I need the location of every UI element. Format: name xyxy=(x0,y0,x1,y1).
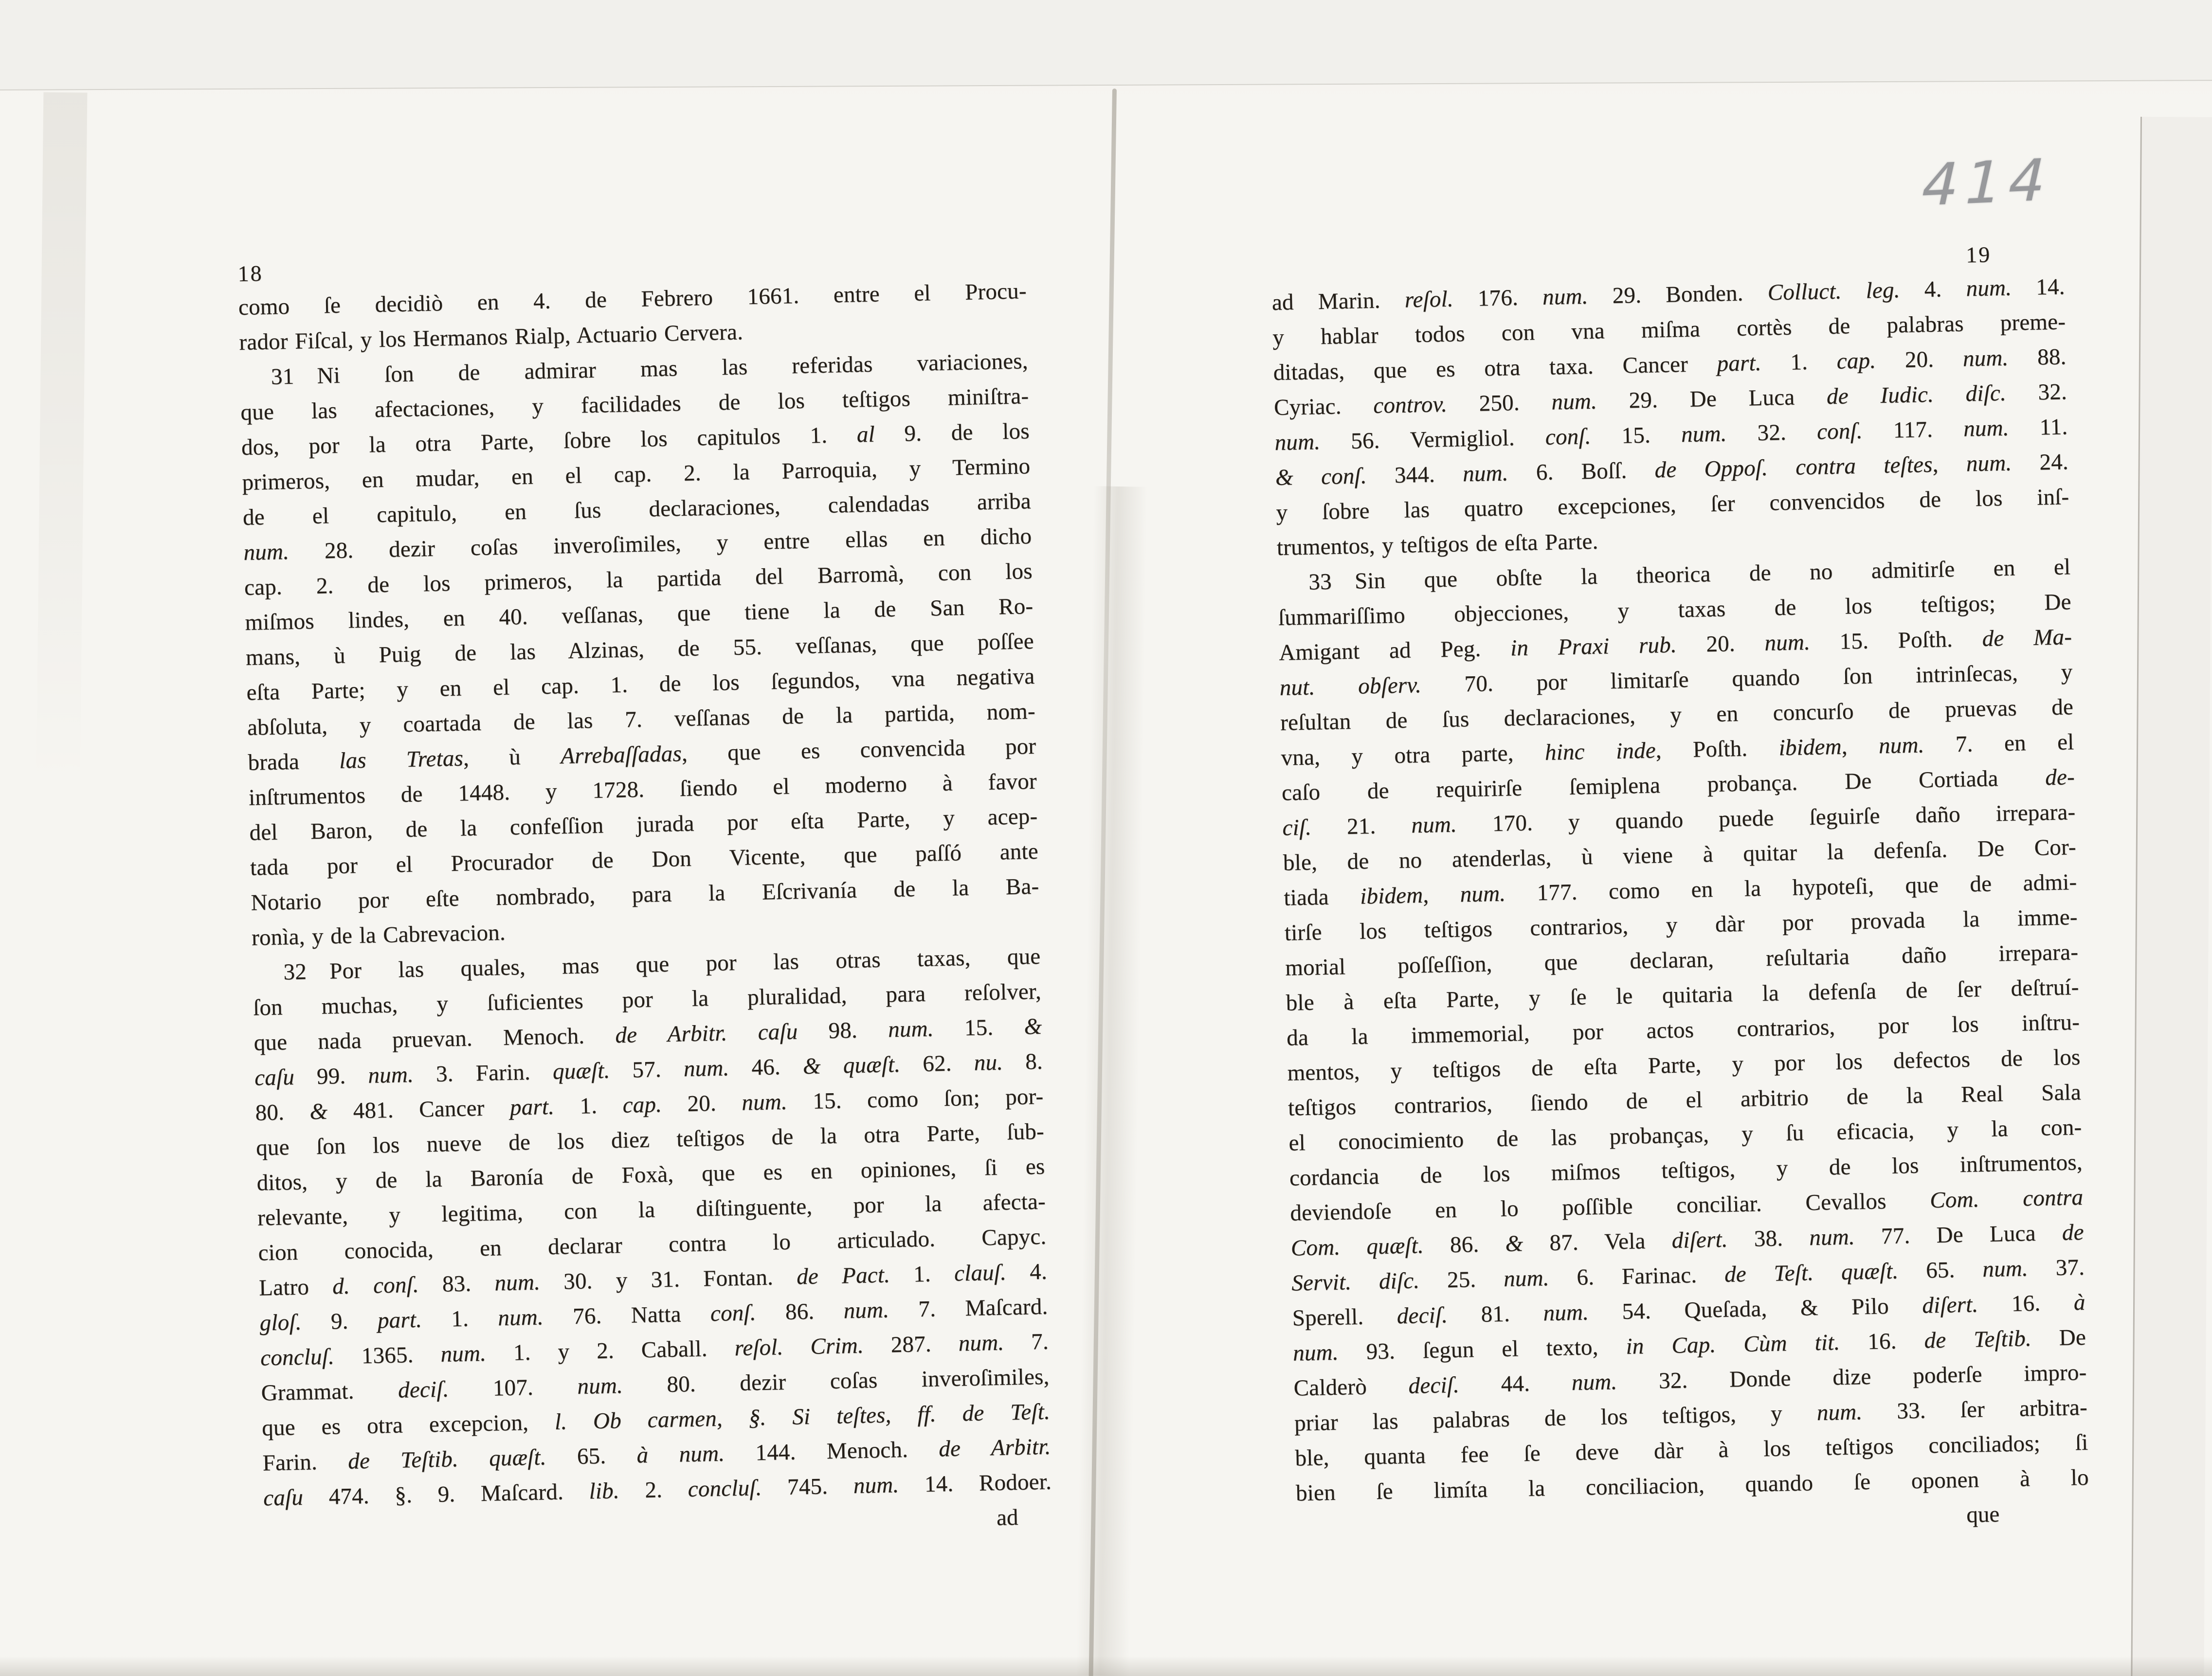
text-line: ble, de no atenderlas, ù viene à quitar la defenſa. De Cor- xyxy=(1283,834,2077,876)
text-line: 80. & 481. Cancer part. 1. cap. 20. num. 15. como ſon; por- xyxy=(255,1083,1044,1126)
text-line: reſultan de ſus declaraciones, y en concurſo de pruevas de xyxy=(1280,694,2074,736)
text-line: miſmos lindes, en 40. veſſanas, que tiene la de San Ro- xyxy=(244,593,1033,635)
text-line: ciſ. 21. num. 170. y quando puede ſeguirſe daño irrepara- xyxy=(1282,799,2076,841)
text-line: mans, ù Puig de las Alzinas, de 55. veſſanas, que poſſee xyxy=(245,628,1034,670)
text-line: inſtrumentos de 1448. y 1728. ſiendo el moderno à favor xyxy=(248,768,1037,811)
text-line: Cyriac. controv. 250. num. 29. De Luca de Iudic. diſc. 32. xyxy=(1273,379,2067,420)
text-line: que nada pruevan. Menoch. de Arbitr. caſu 98. num. 15. & xyxy=(254,1013,1042,1056)
text-line: eſta Parte; y en el cap. 1. de los ſegundos, vna negativa xyxy=(246,663,1035,705)
text-line: & conſ. 344. num. 6. Boſſ. de Oppoſ. contra teſtes, num. 24. xyxy=(1275,449,2069,490)
text-line: 31 Ni ſon de admirar mas las referidas variaciones, xyxy=(271,348,1029,390)
text-line: Grammat. deciſ. 107. num. 80. dezir coſas inveroſimiles, xyxy=(261,1364,1050,1406)
text-line: ſon muchas, y ſuficientes por la pluralidad, para reſolver, xyxy=(253,978,1042,1021)
text-line: y ſobre las quatro excepciones, ſer convencidos de los inſ- xyxy=(1276,484,2069,525)
text-line: vna, y otra parte, hinc inde, Poſth. ibidem, num. 7. en el xyxy=(1281,729,2074,771)
text-line: el conocimiento de las probanças, y ſu eficacia, y la con- xyxy=(1288,1114,2082,1156)
text-line: num. 28. dezir coſas inveroſimiles, y entre ellas en dicho xyxy=(243,523,1032,565)
text-line: da la immemorial, por actos contrarios, por los inſtru- xyxy=(1286,1009,2080,1051)
text-line: abſoluta, y coartada de las 7. veſſanas de la partida, nom- xyxy=(247,698,1036,740)
text-line: concluſ. 1365. num. 1. y 2. Caball. reſol. Crim. 287. num. 7. xyxy=(260,1329,1049,1371)
text-line: 33 Sin que obſte la theorica de no admitirſe en el xyxy=(1308,554,2071,595)
text-line: ble à eſta Parte, y ſe le quitaria la defenſa de ſer deſtruí- xyxy=(1286,974,2079,1016)
text-line: Amigant ad Peg. in Praxi rub. 20. num. 15. Poſth. de Ma- xyxy=(1278,624,2072,666)
text-line: teſtigos contrarios, ſiendo de el arbitrio de la Real Sala xyxy=(1287,1079,2082,1121)
text-line: Calderò deciſ. 44. num. 32. Donde dize poderſe impro- xyxy=(1293,1359,2087,1401)
text-line: 32 Por las quales, mas que por las otras taxas, que xyxy=(283,943,1041,985)
text-line: caſu 474. §. 9. Maſcard. lib. 2. concluſ. 745. num. 14. Rodoer. xyxy=(263,1469,1052,1511)
text-line: caſu 99. num. 3. Farin. quæſt. 57. num. 46. & quæſt. 62. nu. 8. xyxy=(254,1048,1043,1091)
text-line: de el capitulo, en ſus declaraciones, calendadas arriba xyxy=(242,488,1032,530)
text-line: num. 56. Vermigliol. conſ. 15. num. 32. conſ. 117. num. 11. xyxy=(1274,414,2068,455)
text-line: trumentos, y teſtigos de eſta Parte. xyxy=(1276,528,1598,560)
text-line: priar las palabras de los teſtigos, y num. 33. ſer arbitra- xyxy=(1294,1394,2088,1436)
text-line: primeros, en mudar, en el cap. 2. la Parroquia, y Termino xyxy=(241,453,1031,495)
text-line: rador Fiſcal, y los Hermanos Rialp, Actuario Cervera. xyxy=(238,319,743,355)
text-line: que las afectaciones, y facilidades de los teſtigos miniſtra- xyxy=(240,383,1029,425)
text-line: que ſon los nueve de los diez teſtigos de la otra Parte, ſub- xyxy=(255,1118,1045,1161)
left-margin-streak xyxy=(36,92,88,784)
text-line: ad Marin. reſol. 176. num. 29. Bonden. Colluct. leg. 4. num. 14. xyxy=(1271,274,2066,315)
pencil-annotation: 414 xyxy=(1921,146,2053,219)
text-line: deviendoſe en lo poſſible conciliar. Cevallos Com. contra xyxy=(1289,1184,2084,1226)
text-line: Sperell. deciſ. 81. num. 54. Queſada, & Pilo diſert. 16. à xyxy=(1292,1289,2086,1331)
text-line: ditadas, que es otra taxa. Cancer part. 1. cap. 20. num. 88. xyxy=(1273,344,2067,385)
text-line: ble, quanta fee ſe deve dàr à los teſtigos conciliados; ſi xyxy=(1295,1429,2088,1471)
text-line: tada por el Procurador de Don Vicente, que paſſó ante xyxy=(250,838,1039,881)
text-line: ſummariſſimo objecciones, y taxas de los teſtigos; De xyxy=(1278,589,2072,631)
body-text xyxy=(1271,269,2089,1511)
text-line: Servit. diſc. 25. num. 6. Farinac. de Teſt. quæſt. 65. num. 37. xyxy=(1291,1254,2085,1296)
text-line: Latro d. conſ. 83. num. 30. y 31. Fontan. de Pact. 1. clauſ. 4. xyxy=(258,1259,1048,1301)
page-right xyxy=(1271,241,2090,1546)
text-line: gloſ. 9. part. 1. num. 76. Natta conſ. 86. num. 7. Maſcard. xyxy=(259,1294,1048,1336)
text-line: tirſe los teſtigos contrarios, y dàr por provada la imme- xyxy=(1284,904,2078,946)
text-line: dos, por la otra Parte, ſobre los capitulos 1. al 9. de los xyxy=(241,418,1030,460)
text-line: bien ſe limíta la conciliacion, quando ſe oponen à lo xyxy=(1295,1464,2089,1506)
text-line: cion conocida, en declarar contra lo articulado. Capyc. xyxy=(258,1224,1047,1266)
bottom-page-edge xyxy=(0,1656,2212,1676)
text-line: Notario por eſte nombrado, para la Eſcrivanía de la Ba- xyxy=(251,873,1039,916)
text-line: ronìa, y de la Cabrevacion. xyxy=(251,919,506,951)
page-top-edge xyxy=(0,0,2212,90)
text-line: del Baron, de la confeſſion jurada por eſta Parte, y acep- xyxy=(249,803,1038,846)
text-line: num. 93. ſegun el texto, in Cap. Cùm tit. 16. de Teſtib. De xyxy=(1292,1324,2086,1366)
text-line: relevante, y legitima, con la diſtinguente, por la afecta- xyxy=(257,1189,1046,1231)
text-line: como ſe decidiò en 4. de Febrero 1661. entre el Procu- xyxy=(238,278,1027,320)
page-number: 19 xyxy=(1965,242,1992,268)
fore-edge-line xyxy=(2131,117,2212,1676)
text-line: cordancia de los miſmos teſtigos, y de los inſtrumentos, xyxy=(1289,1149,2083,1191)
text-line: mentos, y teſtigos de eſta Parte, y por los defectos de los xyxy=(1287,1044,2081,1086)
text-line: brada las Tretas, ù Arrebaſſadas, que es convencida por xyxy=(248,733,1036,775)
gutter-shadow xyxy=(1076,486,1147,1676)
text-line: tiada ibidem, num. 177. como en la hypoteſi, que de admi- xyxy=(1283,869,2077,911)
catchword: que xyxy=(1966,1501,2000,1528)
page-left xyxy=(237,245,1052,1550)
text-line: cap. 2. de los primeros, la partida del Barromà, con los xyxy=(244,558,1033,600)
text-line: nut. obſerv. 70. por limitarſe quando ſon intrinſecas, y xyxy=(1279,659,2073,701)
page-number: 18 xyxy=(237,260,264,286)
text-line: morial poſſeſſion, que declaran, reſultaria daño irrepara- xyxy=(1285,939,2079,981)
text-line: que es otra excepcion, l. Ob carmen, §. Si teſtes, ff. de Teſt. xyxy=(261,1399,1051,1441)
text-line: Com. quæſt. 86. & 87. Vela diſert. 38. num. 77. De Luca de xyxy=(1290,1219,2085,1261)
body-text xyxy=(238,273,1052,1515)
text-line: caſo de requirirſe ſemiplena probança. De Cortiada de- xyxy=(1281,764,2075,806)
text-line: y hablar todos con vna miſma cortès de palabras preme- xyxy=(1272,309,2066,350)
catchword: ad xyxy=(996,1504,1018,1531)
text-line: Farin. de Teſtib. quæſt. 65. à num. 144. Menoch. de Arbitr. xyxy=(262,1434,1051,1476)
text-line: ditos, y de la Baronía de Foxà, que es en opiniones, ſi es xyxy=(256,1153,1045,1196)
